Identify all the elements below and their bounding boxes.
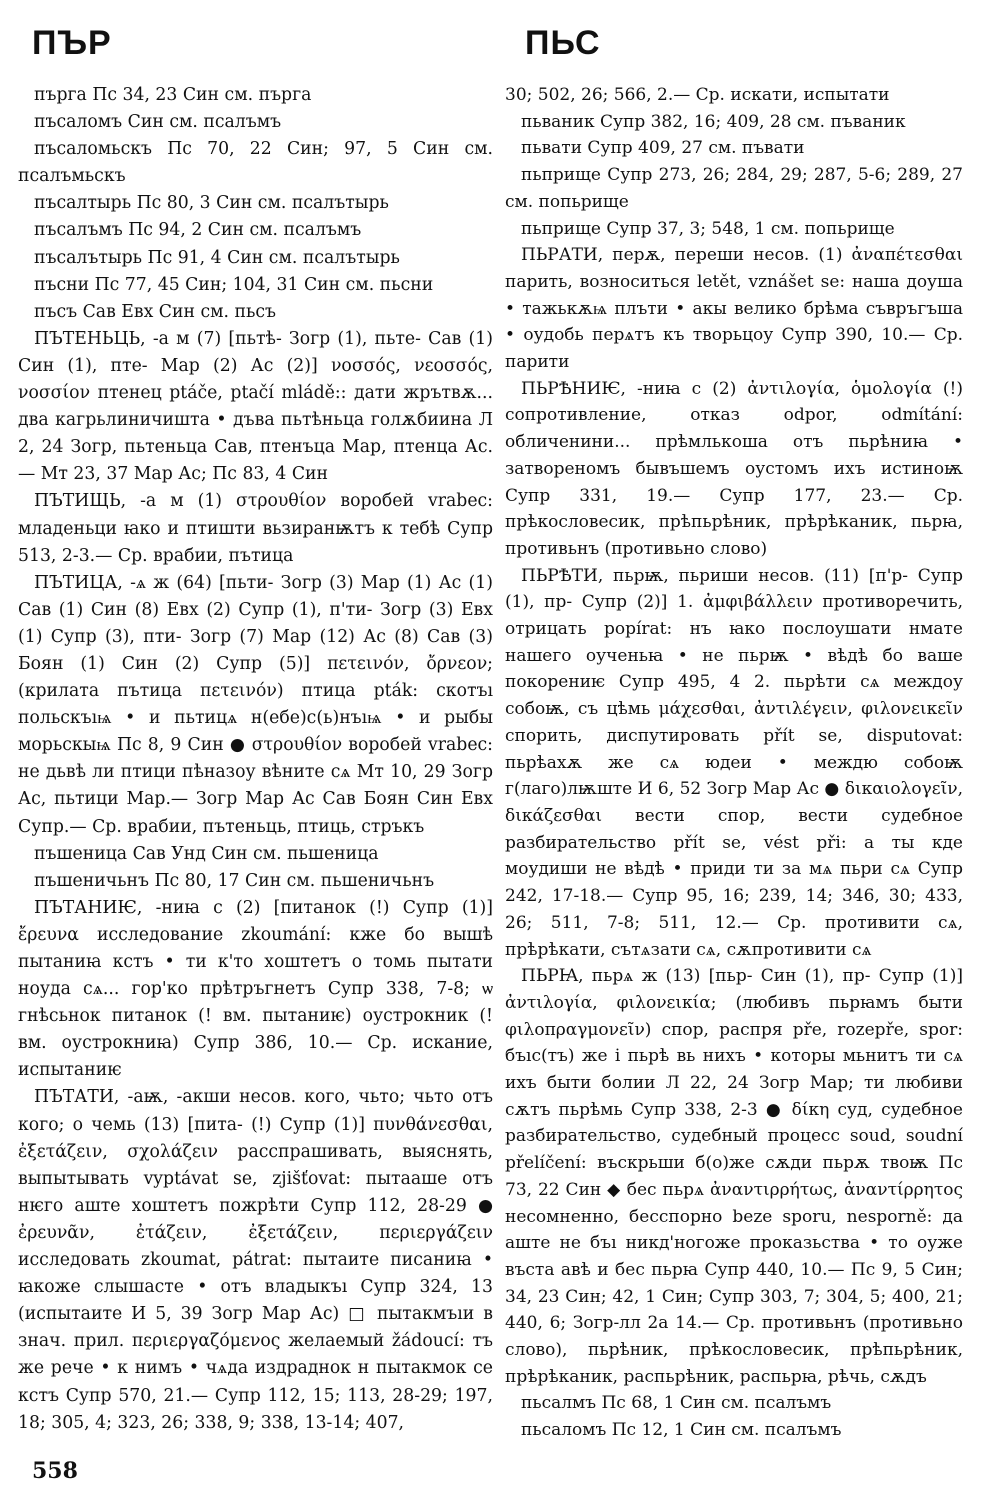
page-header-left: ПЪР	[32, 24, 112, 62]
page-header-right: ПЬС	[525, 24, 601, 62]
dictionary-entry: ПЬРꙖ, пьрѧ ж (13) [пьр- Син (1), пр- Супр (1)] ἀντιλογία, φιλονεικία; (любивъ пьрꙗмъ быти φιλοπραγμονεῖν) спор, распря pře, rozepře, spor: бъıс(тъ) же і пьрѣ вь нихъ • которы мьнитъ ти сѧ ихъ быти болии Л 22, 24 Зогр Мар; ти любиви сѫтъ пьрѣмь Супр 338, 2-3 ● δίκη суд, судебное разбирательство, судебный процесс soud, soudní přelíčení: въскрьши б(о)же сѫди пьрѫ твоѭ Пс 73, 22 Син ◆ бес пьрѧ ἀναντιρρήτως, ἀναντίρρητος несомненно, бесспорно beze sporu, nesporně: да аште не бъı никд'ногоже проказьства • то оуже въста авѣ и бес пьрꙗ Супр 440, 10.— Пс 9, 5 Син; 34, 23 Син; 42, 1 Син; Супр 303, 7; 304, 5; 400, 21; 440, 6; Зогр-лл 2а 14.— Ср. противьнъ (противьно слово), пьрѣник, прѣкословесик, прѣпьрѣник, прѣрѣканик, распьрѣник, распьрꙗ, рѣчь, сѫдъ	[505, 966, 963, 1387]
dictionary-entry: пъшеница Сав Унд Син см. пьшеница	[34, 843, 379, 864]
dictionary-entry: пъсни Пс 77, 45 Син; 104, 31 Син см. пьсни	[34, 274, 434, 295]
left-column	[18, 82, 493, 1437]
dictionary-entry: ПЬРАТИ, перѫ, переши несов. (1) ἀναπέτεσθαι парить, возноситься letět, vznášet se: наша доуша • тажькѫѩ плъти • акы велико брѣма съвръгъша • оудобь перѧтъ къ творьцоу Супр 390, 10.— Ср. парити	[505, 245, 963, 373]
page-number: 558	[32, 1458, 78, 1484]
dictionary-entry: ПЬРѢНИѤ, -ниꙗ с (2) ἀντιλογία, ὁμολογία (!) сопротивление, отказ odpor, odmítání: обличенини... прѣмлькоша отъ пьрѣниꙗ • затвореномъ бывъшемъ оустомъ ихъ истиноѭ Супр 331, 19.— Супр 177, 23.— Ср. прѣкословесик, прѣпьрѣник, прѣрѣканик, пьрꙗ, противьнъ (противьно слово)	[505, 378, 963, 559]
dictionary-entry: ПЪТИЩЬ, -а м (1) στρουθίον воробей vrabec: младеньци ꙗко и птишти вьзиранѭтъ к тебѣ Супр 513, 2-3.— Ср. врабии, пътица	[18, 491, 493, 566]
dictionary-entry: пьсаломъ Пс 12, 1 Син см. псалъмъ	[521, 1420, 842, 1441]
dictionary-entry: пъсаломъ Син см. псалъмъ	[34, 112, 282, 133]
dictionary-entry-continued: 30; 502, 26; 566, 2.— Ср. искати, испытати	[505, 85, 890, 105]
dictionary-entry: пьваник Супр 382, 16; 409, 28 см. пъваник	[521, 111, 906, 132]
dictionary-entry: пъсаломьскъ Пс 70, 22 Син; 97, 5 Син см. псалъмьскъ	[18, 139, 493, 187]
dictionary-entry: пъсалъмъ Пс 94, 2 Син см. псалъмъ	[34, 220, 362, 241]
dictionary-entry: пърга Пс 34, 23 Син см. пърга	[34, 85, 312, 105]
dictionary-entry: пьвати Супр 409, 27 см. пъвати	[521, 138, 805, 159]
dictionary-entry: пъсалътырь Пс 91, 4 Син см. псалътырь	[34, 247, 400, 268]
dictionary-entry: пьсалмъ Пс 68, 1 Син см. псалъмъ	[521, 1393, 832, 1414]
dictionary-entry: пьприще Супр 273, 26; 284, 29; 287, 5-6; 289, 27 см. попьрище	[505, 165, 963, 212]
dictionary-entry: ПЪТЕНЬЦЬ, -а м (7) [пьтѣ- Зогр (1), пьте- Сав (1) Син (1), пте- Мар (2) Ас (2)] νοσσός, νεοσσός, νοσσίον птенец ptáče, ptačí mládě:: дати жрътвѫ... два кагрьлиничишта • дъва пьтѣньца голѫбиина Л 2, 24 Зогр, пьтеньца Сав, птенъца Мар, птенца Ас.— Мт 23, 37 Мар Ас; Пс 83, 4 Син	[18, 328, 493, 485]
right-column	[505, 82, 963, 1444]
dictionary-entry: ПЪТАНИѤ, -ниꙗ с (2) [питанок (!) Супр (1)] ἔρευνα исследование zkoumání: кже бо вышѣ пытаниꙗ кстъ • ти к'то хоштетъ о томь пытати ноуда сѧ... гор'ко прѣтръгнетъ Супр 338, 7-8; ѡ гнѣсьнок питанок (! вм. пытаниѥ) оустрокник (! вм. оустрокниꙗ) Супр 386, 10.— Ср. искание, испытаниѥ	[18, 897, 493, 1081]
dictionary-entry: пъсъ Сав Евх Син см. пьсъ	[34, 301, 277, 322]
dictionary-entry: пъшеничьнъ Пс 80, 17 Син см. пьшеничьнъ	[34, 870, 435, 891]
dictionary-entry: пъсалтырь Пс 80, 3 Син см. псалътырь	[34, 193, 389, 214]
dictionary-entry: ПЪТАТИ, -аѭ, -акши несов. кого, чьто; чьто отъ кого; о чемь (13) [пита- (!) Супр (1)] πυνθάνεσθαι, ἐξετάζειν, σχολάζειν расспрашивать, выяснять, выпытывать vyptávat se, zjišťovat: пытааше отъ нѥго аште хоштетъ пожрѣти Супр 112, 28-29 ● ἐρευνᾶν, ἐτάζειν, ἐξετάζειν, περιεργάζειν исследовать zkoumat, pátrat: пытаите писаниꙗ • ꙗкоже слышасте • отъ владыкъı Супр 324, 13 (испытаите И 5, 39 Зогр Мар Ас) □ пытакмъıи в знач. прил. περιεργαζόμενος желаемый žádoucí: тъ же рече • к нимъ • чѧда издраднок н пытакмок се кстъ Супр 570, 21.— Супр 112, 15; 113, 28-29; 197, 18; 305, 4; 323, 26; 338, 9; 338, 13-14; 407,	[18, 1087, 493, 1433]
dictionary-entry: ПЪТИЦА, -ѧ ж (64) [пьти- Зогр (3) Мар (1) Ас (1) Сав (1) Син (8) Евх (2) Супр (1), п'ти- Зогр (3) Евх (1) Супр (3), пти- Зогр (7) Мар (12) Ас (8) Сав (3) Боян (1) Син (2) Супр (5)] πετεινόν, ὄρνεον; (крилата пътица πετεινόν) птица pták: скотъı польскъıѩ • и пьтицѧ н(ебе)с(ь)нъıѩ • и рыбы морьскыѩ Пс 8, 9 Син ● στρουθίον воробей vrabec: не дьвѣ ли птици пѣназоу вѣните сѧ Мт 10, 29 Зогр Ас, пьтици Мар.— Зогр Мар Ас Сав Боян Син Евх Супр.— Ср. врабии, пътеньць, птиць, стръкъ	[18, 572, 493, 837]
dictionary-entry: пьприще Супр 37, 3; 548, 1 см. попьрище	[521, 218, 895, 239]
dictionary-entry: ПЬРѢТИ, пьрѭ, пьриши несов. (11) [п'р- Супр (1), пр- Супр (2)] 1. ἀμφιβάλλειν противоречить, отрицать popírat: нъ ꙗко послоушати нмате нашего оученьꙗ • не пьрѭ • вѣдѣ бо ваше покорениѥ Супр 495, 4 2. пьрѣти сѧ междоу собоѭ, съ цѣмь μάχεσθαι, ἀντιλέγειν, φιλονεικεῖν спорить, диспутировать přít se, disputovat: пьрѣахѫ же сѧ юдеи • междю собоѭ г(лаго)лѭште И 6, 52 Зогр Мар Ас ● δικαιολογεῖν, δικάζεσθαι вести спор, вести судебное разбирательство přít se, vést při: а ты кде моудиши не вѣдѣ • приди ти за мѧ пьри сѧ Супр 242, 17-18.— Супр 95, 16; 239, 14; 346, 30; 433, 26; 511, 7-8; 511, 12.— Ср. противити сѧ, прѣрѣкати, сътѧзати сѧ, сѫпротивити сѧ	[505, 565, 963, 960]
